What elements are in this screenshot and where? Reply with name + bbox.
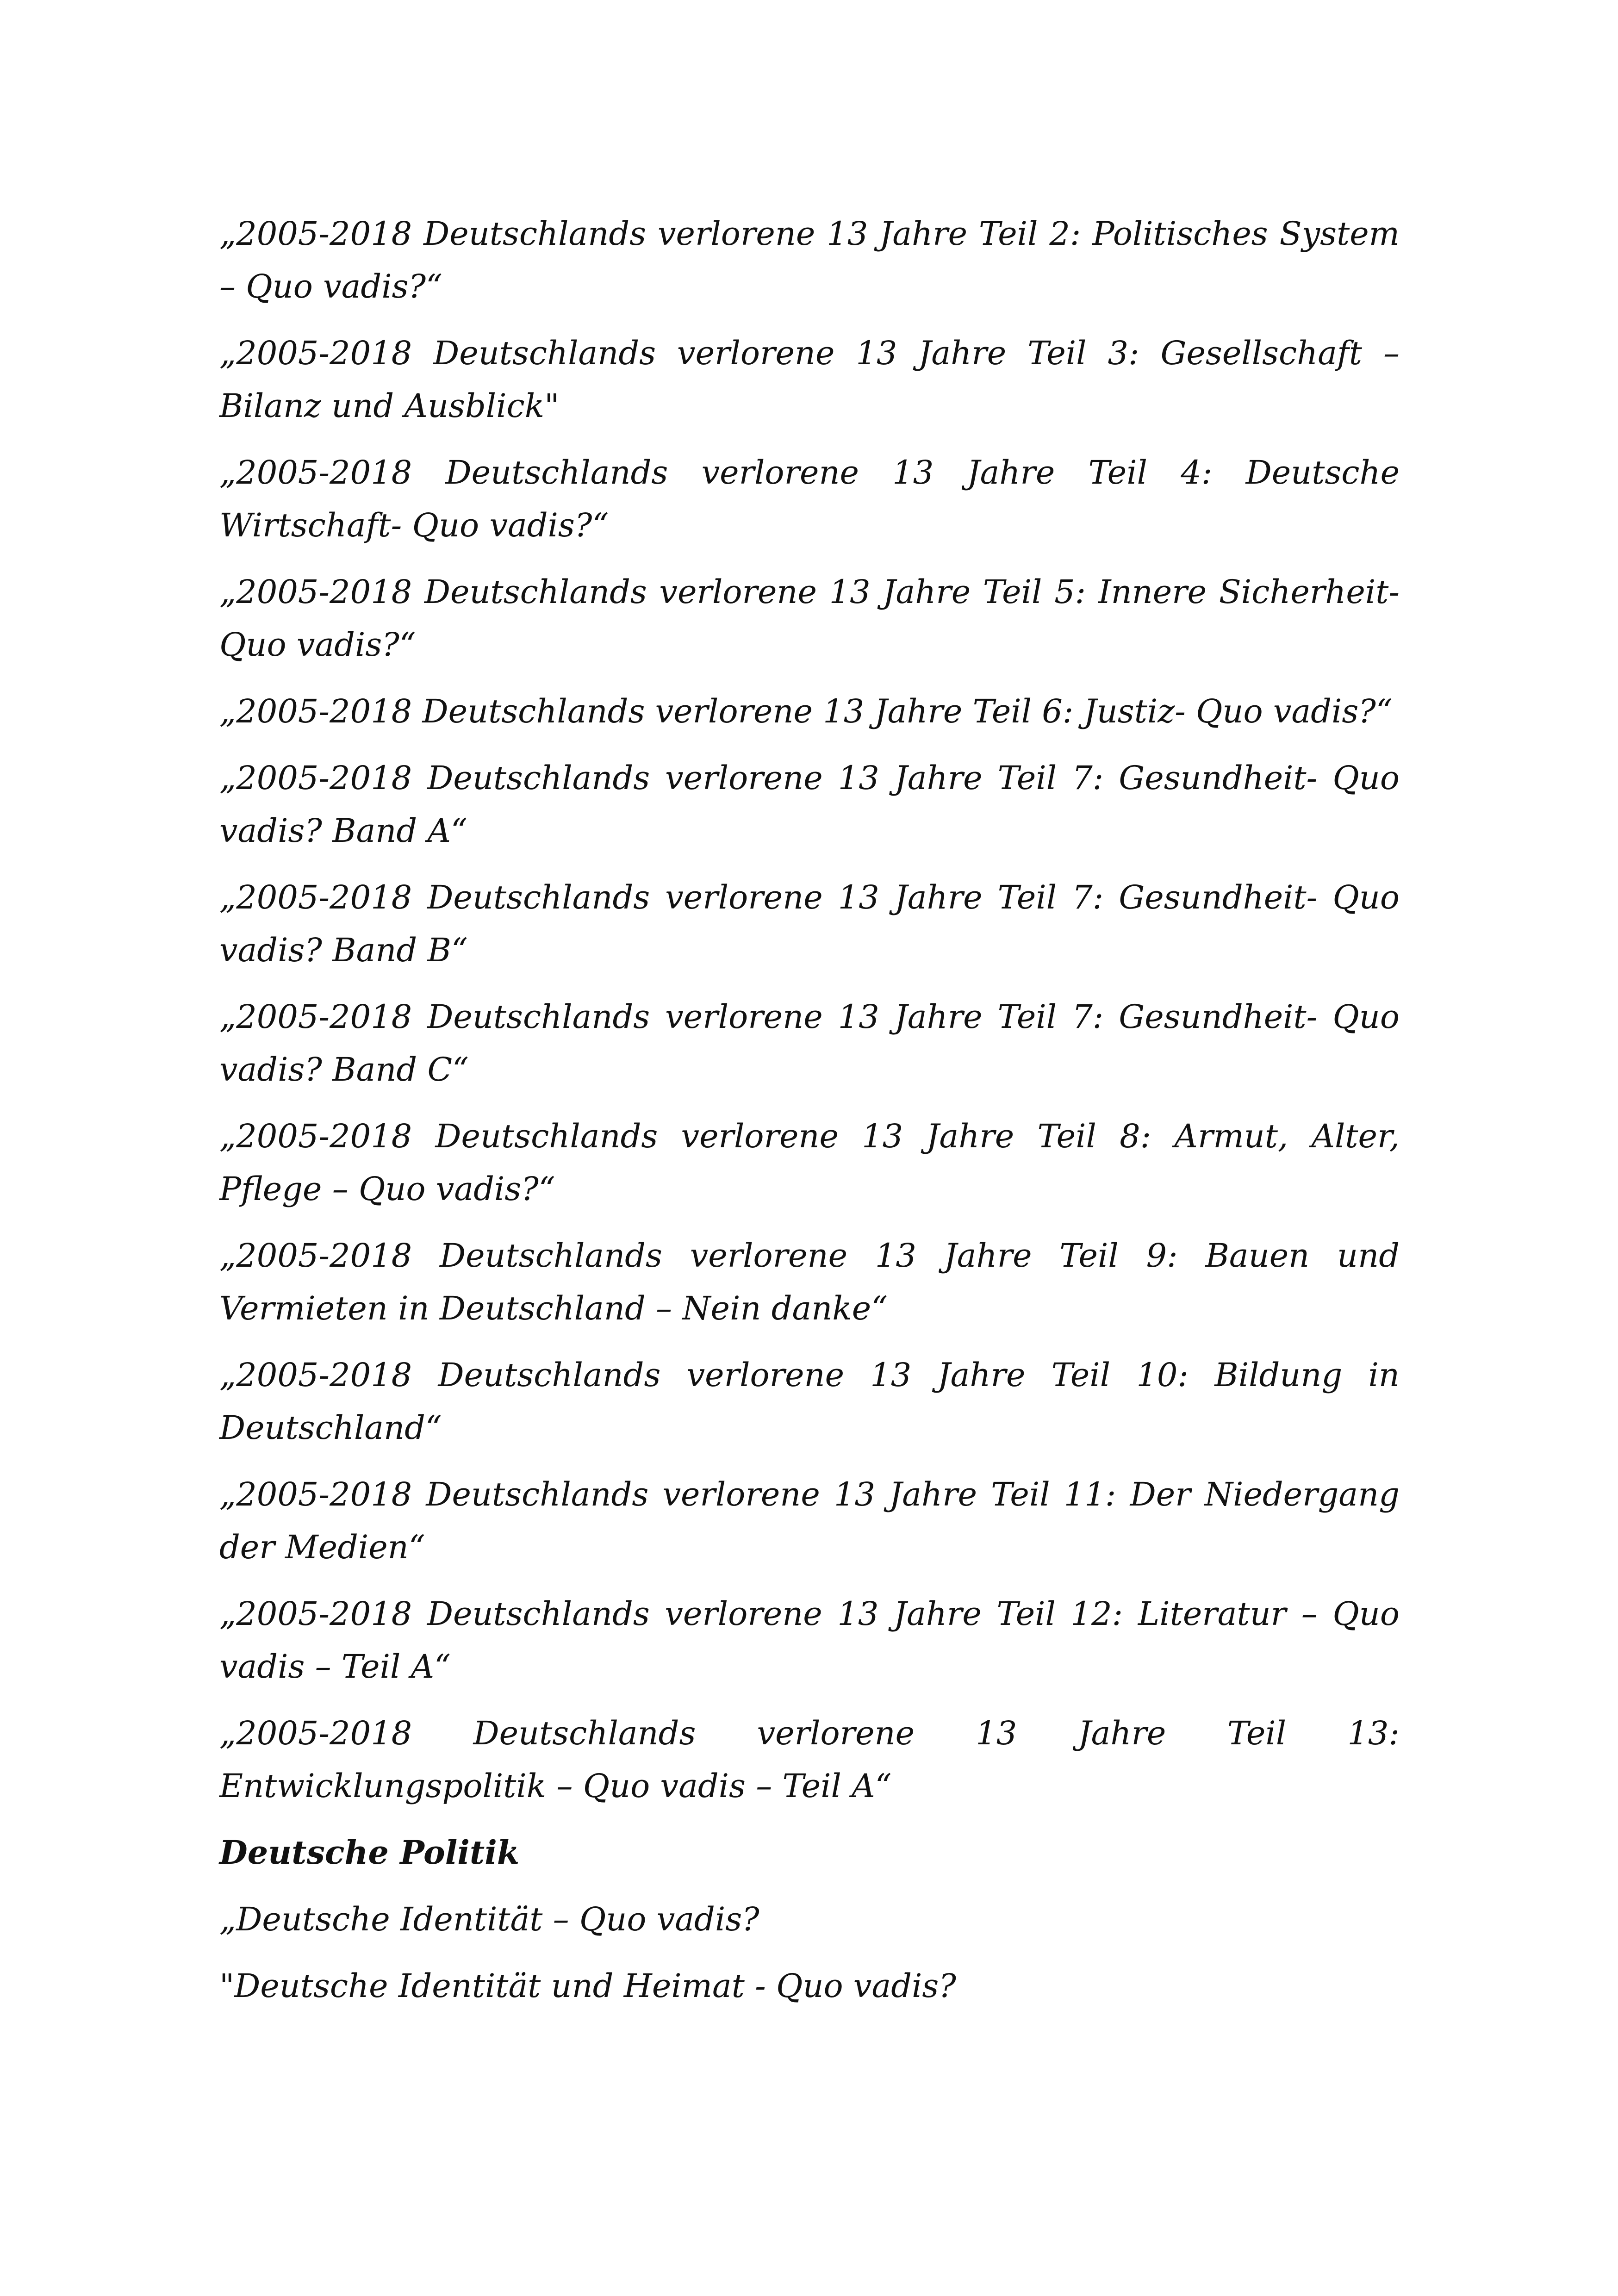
list-item: „Deutsche Identität – Quo vadis? (219, 1900, 759, 1938)
list-item: „2005-2018 Deutschlands verlorene 13 Jahre Teil 9: Bauen und Vermieten in Deutschland – Nein danke“ (219, 1237, 1400, 1327)
list-item: „2005-2018 Deutschlands verlorene 13 Jahre Teil 7: Gesundheit- Quo vadis? Band C“ (219, 998, 1400, 1089)
list-item: „2005-2018 Deutschlands verlorene 13 Jahre Teil 8: Armut, Alter, Pflege – Quo vadis?“ (219, 1117, 1400, 1208)
list-item: „2005-2018 Deutschlands verlorene 13 Jahre Teil 3: Gesellschaft – Bilanz und Ausblick" (219, 334, 1400, 425)
list-item: „2005-2018 Deutschlands verlorene 13 Jahre Teil 5: Innere Sicherheit- Quo vadis?“ (219, 573, 1400, 664)
list-item: „2005-2018 Deutschlands verlorene 13 Jahre Teil 10: Bildung in Deutschland“ (219, 1356, 1400, 1447)
list-item: „2005-2018 Deutschlands verlorene 13 Jahre Teil 7: Gesundheit- Quo vadis? Band A“ (219, 759, 1400, 850)
list-item: „2005-2018 Deutschlands verlorene 13 Jahre Teil 11: Der Niedergang der Medien“ (219, 1475, 1400, 1566)
list-item: „2005-2018 Deutschlands verlorene 13 Jahre Teil 6: Justiz- Quo vadis?“ (219, 692, 1393, 730)
list-item: „2005-2018 Deutschlands verlorene 13 Jahre Teil 4: Deutsche Wirtschaft- Quo vadis?“ (219, 454, 1400, 544)
list-item: „2005-2018 Deutschlands verlorene 13 Jahre Teil 12: Literatur – Quo vadis – Teil A“ (219, 1595, 1400, 1686)
list-item: "Deutsche Identität und Heimat - Quo vadis? (219, 1967, 956, 2005)
list-item: „2005-2018 Deutschlands verlorene 13 Jahre Teil 7: Gesundheit- Quo vadis? Band B“ (219, 878, 1400, 969)
list-item: „2005-2018 Deutschlands verlorene 13 Jahre Teil 13: Entwicklungspolitik – Quo vadis – Teil A“ (219, 1714, 1400, 1805)
document-body (219, 207, 1400, 2026)
list-item: „2005-2018 Deutschlands verlorene 13 Jahre Teil 2: Politisches System – Quo vadis?“ (219, 215, 1400, 305)
section-heading: Deutsche Politik (219, 1833, 520, 1872)
